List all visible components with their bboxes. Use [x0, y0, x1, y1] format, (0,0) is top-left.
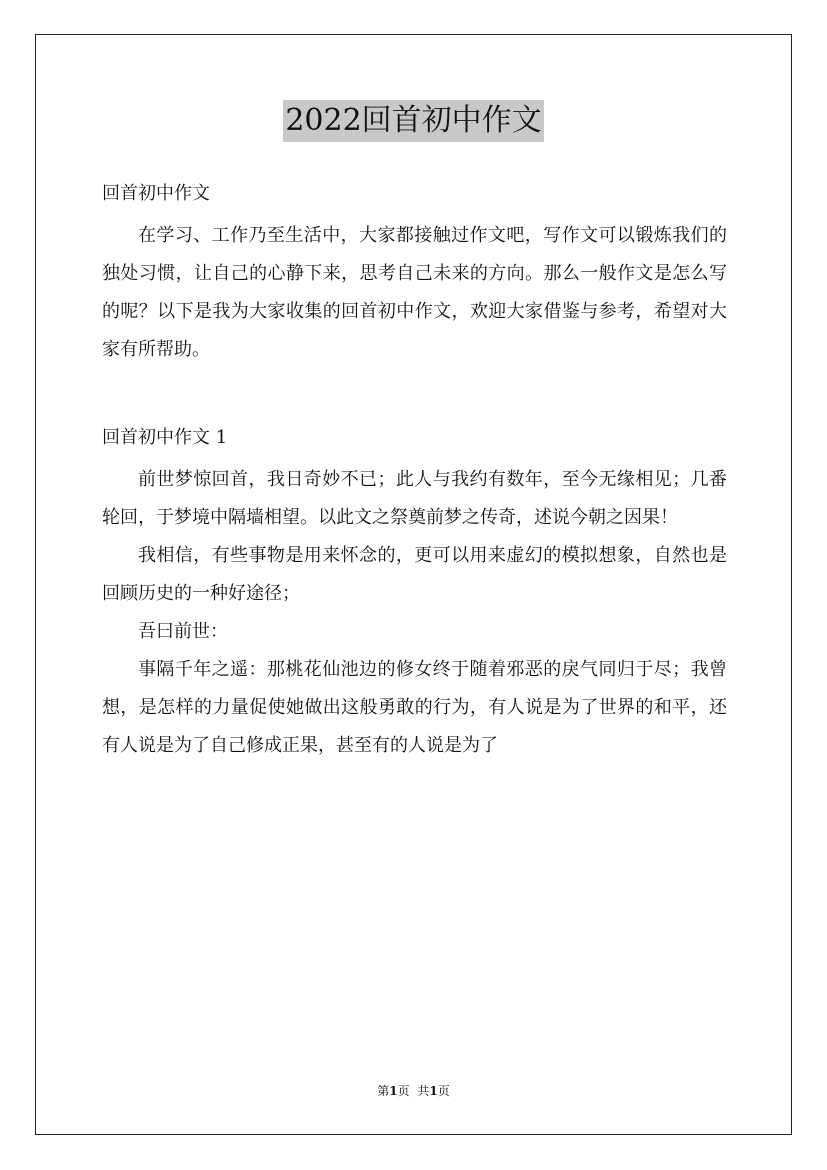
total-number: 1	[429, 1084, 438, 1098]
section-label: 回首初中作文	[102, 183, 210, 204]
page-number: 1	[389, 1084, 398, 1098]
total-prefix: 共	[417, 1084, 430, 1098]
total-suffix: 页	[437, 1084, 450, 1098]
essay-paragraph-2: 我相信，有些事物是用来怀念的，更可以用来虚幻的模拟想象，自然也是回顾历史的一种好途径；	[102, 545, 727, 604]
page-prefix: 第	[377, 1084, 390, 1098]
document-title: 2022回首初中作文	[283, 100, 543, 142]
title-container	[0, 100, 827, 142]
essay-paragraph-1: 前世梦惊回首，我日奇妙不已；此人与我约有数年，至今无缘相见；几番轮回，于梦境中隔墙相望。以此文之祭奠前梦之传奇，述说今朝之因果！	[102, 469, 727, 528]
page-footer	[0, 1083, 827, 1099]
section-spacer	[102, 369, 727, 419]
essay-heading: 回首初中作文 1	[102, 427, 228, 448]
essay-paragraph-3: 吾曰前世：	[138, 621, 228, 642]
essay-paragraph-4: 事隔千年之遥：那桃花仙池边的修女终于随着邪恶的戾气同归于尽；我曾想，是怎样的力量促使她做出这般勇敢的行为，有人说是为了世界的和平，还有人说是为了自己修成正果，甚至有的人说是为了	[102, 659, 727, 756]
intro-paragraph: 在学习、工作乃至生活中，大家都接触过作文吧，写作文可以锻炼我们的独处习惯，让自己的心静下来，思考自己未来的方向。那么一般作文是怎么写的呢？以下是我为大家收集的回首初中作文，欢迎大家借鉴与参考，希望对大家有所帮助。	[102, 225, 727, 360]
document-body	[102, 175, 727, 765]
page-suffix: 页	[397, 1084, 410, 1098]
